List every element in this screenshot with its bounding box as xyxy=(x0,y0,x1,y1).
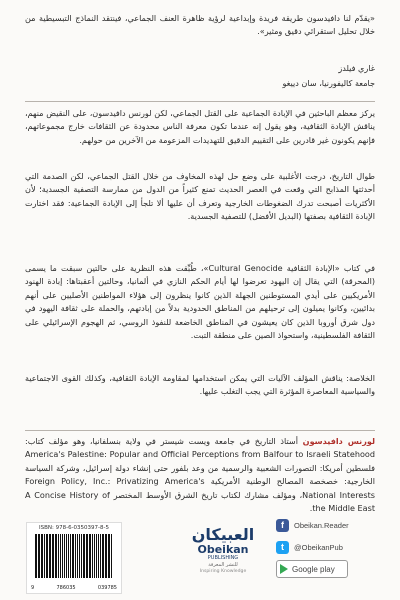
barcode-bar xyxy=(79,534,81,578)
barcode-bar xyxy=(60,534,61,578)
facebook-handle: Obeikan.Reader xyxy=(294,520,349,530)
barcode-bar xyxy=(38,534,39,578)
barcode-digits-group1: 786035 xyxy=(56,585,76,591)
barcode-bar xyxy=(105,534,106,578)
barcode-bar xyxy=(111,534,112,578)
paragraph-history: طوال التاريخ، درجت الأغلبية على وضع حل لهذه المخاوف من خلال القتل الجماعي، لكن الصدمة التي أحدثتها المذابح التي وقعت في العصر الحديث تمنع كثيراً من الدول من ممارسة التصفية الجسدية؛ لأن الأكثريات أصبحت تدرك الضغوطات الخارجية وتعرف أن عليها ألا تلجأ إلى الإبادة الجماعية: فقد اختارت الإبادة الثقافية بصفتها (البديل الأفضل) للتصفية الجسدية. xyxy=(25,171,375,222)
publisher-tagline-arabic: للنشر المعرفة xyxy=(208,562,238,568)
barcode-bar xyxy=(50,534,51,578)
barcode-bar xyxy=(87,534,88,578)
google-play-button[interactable] xyxy=(276,560,348,578)
paragraph-cases: في كتاب «الإبادة الثقافية Cultural Genocide»، طُبِّقت هذه النظرية على حالتين سبقت ما يسمى (المحرقة) التي يقال إن اليهود تعرضوا لها أيام الحكم النازي في ألمانيا، وحالتين أعقبتاها: إبادة الهنود الأمريكيين على أيدي المستوطنين الجهلة الذين كانوا ينظرون إلى هؤلاء المواطنين الأصليين على أنهم بدائيين، وكانوا يميلون إلى ترحيلهم من المناطق الحدودية بدلاً من إبادتهم، والحملة على ثقافة اليهود في دول شرق أوروبا الذين كان يعيشون في المناطق الخاضعة للنفوذ الروسي، ثم الهجوم الإسرائيلي على الثقافة الفلسطينية، واستحواذ الصين على منطقة التبت. xyxy=(25,263,375,341)
endorsement-attribution xyxy=(282,61,375,92)
barcode-digit-lead: 9 xyxy=(31,585,35,591)
barcode-bar xyxy=(41,534,43,578)
isbn-number: ISBN: 978-6-0350397-8-5 xyxy=(38,525,110,531)
barcode-bar xyxy=(96,534,98,578)
barcode-bar xyxy=(100,534,101,578)
endorser-name: غاري فيلدز xyxy=(338,63,375,73)
twitter-link[interactable] xyxy=(276,538,386,556)
social-links xyxy=(276,516,386,582)
barcode-bar xyxy=(89,534,91,578)
barcode-bar xyxy=(62,534,64,578)
author-bio xyxy=(25,435,375,516)
barcode-bar xyxy=(46,534,48,578)
barcode-bar xyxy=(64,534,65,578)
publisher-logo-arabic: العبيكان xyxy=(191,525,255,544)
barcode-digits xyxy=(31,585,117,591)
paragraph-intro: يركز معظم الباحثين في الإبادة الجماعية على القتل الجماعي، لكن لورنس دافيدسون، على النقيض منهم، يناقش الإبادة الثقافية، وهو يقول إنه عندما تكون معرفة الناس محدودة عن الثقافات خارج مجموعاتهم، فإنهم يكونون غير قادرين على التقييم الدقيق للتهديدات المزعومة من الآخرين من حولهم. xyxy=(25,108,375,145)
google-play-badge[interactable] xyxy=(276,560,386,578)
isbn-barcode xyxy=(26,522,122,594)
publisher-logo-english: Obeikan xyxy=(197,543,249,556)
paragraph-conclusion: الخلاصة: يناقش المؤلف الآليات التي يمكن استخدامها لمقاومة الإبادة الثقافية، وكذلك القوى الاجتماعية والسياسية المعاصرة المؤثرة التي يجب التغلب عليها. xyxy=(25,373,375,397)
barcode-bar xyxy=(66,534,67,578)
barcode-bars xyxy=(35,534,113,578)
endorser-affiliation: جامعة كاليفورنيا، سان دييغو xyxy=(282,78,375,89)
barcode-bar xyxy=(108,534,110,578)
twitter-handle: @ObeikanPub xyxy=(294,542,343,552)
author-name: لورنس دافيدسون xyxy=(302,436,375,446)
divider xyxy=(25,430,375,431)
author-bio-text: أستاذ التاريخ في جامعة ويست شيستر في ولاية بنسلفانيا، وهو مؤلف كتاب: America's Palestine: Popular and Official Perceptions from Balfour to Israeli Statehood فلسطين أمريكا: التصورات الشعبية والرسمية من وعد بلفور حتى إنشاء دولة إسرائيل، وشركة السياسة الخارجية: خصخصة المصالح الوطنية الأمريكية Foreign Policy, Inc.: Privatizing America's National Interests، ومؤلف مشارك لكتاب تاريخ الشرق الأوسط المختصر A Concise History of the Middle East. xyxy=(25,436,375,514)
barcode-bar xyxy=(92,534,93,578)
barcode-bar xyxy=(86,534,87,578)
barcode-bar xyxy=(68,534,70,578)
cover-footer xyxy=(0,506,400,600)
facebook-icon: f xyxy=(276,519,289,532)
barcode-bar xyxy=(44,534,45,578)
barcode-bar xyxy=(106,534,107,578)
barcode-bar xyxy=(75,534,76,578)
google-play-label: Google play xyxy=(292,564,335,574)
barcode-bar xyxy=(55,534,57,578)
barcode-bar xyxy=(58,534,59,578)
barcode-bar xyxy=(98,534,99,578)
barcode-bar xyxy=(49,534,50,578)
divider xyxy=(25,101,375,102)
barcode-bar xyxy=(77,534,78,578)
barcode-bar xyxy=(83,534,85,578)
endorsement-quote: «يقدّم لنا دافيدسون طريقة فريدة وإبداعية لرؤية ظاهرة العنف الجماعي، فينتقد النماذج التبسيطية من خلال تحليل استقرائي دقيق ومثير». xyxy=(25,13,375,37)
barcode-bar xyxy=(81,534,82,578)
publisher-tagline-english: Inspiring Knowledge xyxy=(199,569,247,574)
barcode-bar xyxy=(94,534,95,578)
barcode-bar xyxy=(52,534,54,578)
barcode-bar xyxy=(70,534,71,578)
barcode-bar xyxy=(102,534,104,578)
facebook-link[interactable] xyxy=(276,516,386,534)
twitter-icon: t xyxy=(276,541,289,554)
barcode-bar xyxy=(72,534,74,578)
publisher-logo-subtitle: PUBLISHING xyxy=(207,555,239,561)
barcode-bar xyxy=(39,534,40,578)
publisher-logo xyxy=(188,522,258,584)
barcode-bar xyxy=(35,534,37,578)
barcode-digits-group2: 039785 xyxy=(97,585,117,591)
play-store-icon xyxy=(280,564,288,574)
